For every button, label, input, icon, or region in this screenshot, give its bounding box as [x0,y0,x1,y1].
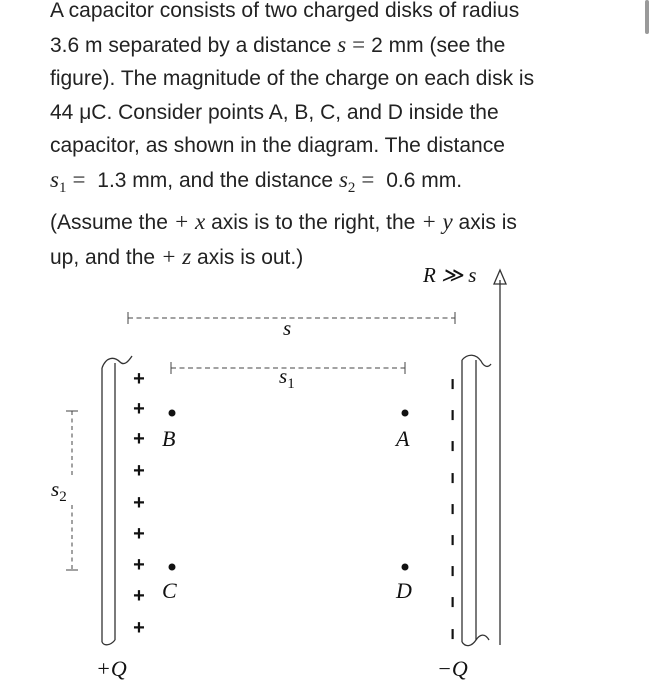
plus-charge: + [133,617,145,639]
s1-label-var: s [279,364,288,388]
plus-charge: + [133,585,145,607]
plus-charge: + [133,492,145,514]
minus-charge: − [441,534,463,546]
minus-charge: − [441,378,463,390]
point-a-label: A [396,426,410,451]
plus-charge: + [133,398,145,420]
math-subscript: 1 [58,179,67,196]
plus-charge: + [133,368,145,390]
math-equals: = [361,166,375,192]
math-subscript: 2 [347,179,356,196]
problem-text: up, and the [50,245,156,269]
minus-charge: − [441,472,463,484]
point-a-dot [402,410,409,417]
minus-charge: − [441,409,463,421]
s2-label-var: s [51,477,60,501]
s-label: s [283,316,292,340]
point-b-dot [169,410,176,417]
s2-label-sub: 2 [59,489,67,505]
minus-charge: − [441,503,463,515]
problem-text: A capacitor consists of two charged disks of radius [50,0,520,22]
minus-q-label: −Q [437,656,468,681]
problem-text: axis is out.) [197,245,304,269]
plus-charge: + [133,554,145,576]
problem-text: 3.6 m separated by a distance [50,33,332,57]
minus-charge: − [441,596,463,608]
math-var-s: s [338,166,348,192]
math-plus-y: + y [421,209,453,234]
plus-charge: + [133,460,145,482]
s1-label-sub: 1 [287,376,295,392]
point-b-label: B [162,426,176,451]
math-plus-x: + x [173,209,206,234]
math-var-s: s [337,31,347,57]
minus-charge: − [441,628,463,640]
minus-charge: − [441,565,463,577]
left-plate-bottom-curl [102,640,115,645]
math-equals: = [352,31,366,57]
ratio-label: R ≫ s [423,263,477,287]
plus-q-label: +Q [96,656,127,681]
problem-text: 0.6 mm. [386,168,463,192]
problem-text: figure). The magnitude of the charge on each disk is [50,67,535,90]
plus-charge: + [133,523,145,545]
point-d-label: D [396,578,412,603]
math-var-s: s [50,166,59,192]
point-c-dot [169,564,176,571]
s2-label [51,477,67,505]
point-c-label: C [162,578,177,603]
plus-charge: + [133,428,145,450]
problem-text: (Assume the [50,211,168,234]
left-plate-top-curl [102,356,132,368]
problem-text: 2 mm (see the [371,33,506,57]
problem-text: capacitor, as shown in the diagram. The distance [50,134,505,157]
problem-text: 44 μC. Consider points A, B, C, and D inside the [50,100,499,124]
math-equals: = [72,166,86,192]
problem-text: 1.3 mm, and the distance [97,168,334,192]
problem-text: axis is to the right, the [211,211,416,234]
math-plus-z: + z [160,243,192,269]
problem-text: axis is [458,211,517,234]
minus-charge: − [441,440,463,452]
point-d-dot [402,564,409,571]
